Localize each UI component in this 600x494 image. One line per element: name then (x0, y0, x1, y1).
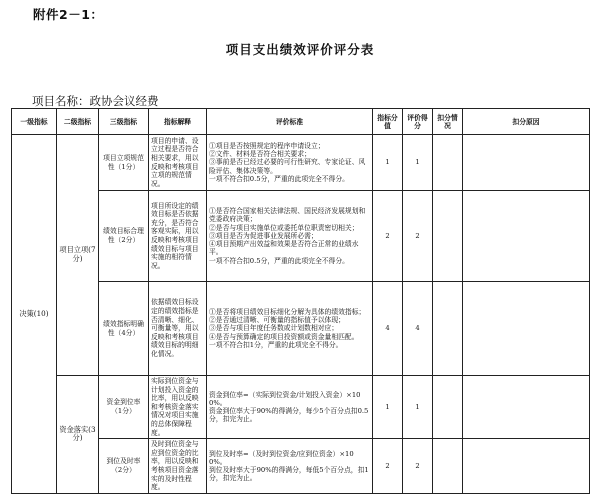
explanation-cell: 项目所设定的绩效目标是否依据充分，是否符合客观实际，用以反映和考核项目绩效目标与项目实施的相符情况。 (149, 191, 207, 282)
table-row (12, 439, 590, 494)
explanation-cell: 项目的申请、设立过程是否符合相关要求，用以反映和考核项目立项的规范情况。 (149, 135, 207, 191)
level3-cell: 到位及时率（2分） (99, 439, 149, 494)
deduction-cell (433, 282, 463, 376)
header-level2: 二级指标 (57, 109, 99, 135)
criteria-cell: 资金到位率=（实际到位资金/计划投入资金）×100%。 资金到位率大于90%的得满分，每少5个百分点扣0.5分，扣完为止。 (207, 376, 373, 439)
deduction-cell (433, 376, 463, 439)
level2-cell: 资金落实(3分) (57, 376, 99, 494)
score-max-cell: 1 (373, 376, 403, 439)
score-max-cell: 2 (373, 191, 403, 282)
header-level3: 三级指标 (99, 109, 149, 135)
reason-cell (463, 135, 590, 191)
reason-cell (463, 376, 590, 439)
document-title: 项目支出绩效评价评分表 (225, 42, 375, 57)
explanation-cell: 及时到位资金与应到位资金的比率，用以反映和考核项目资金落实的及时性程度。 (149, 439, 207, 494)
criteria-cell: ①是否符合国家相关法律法规、国民经济发展规划和党委政府决策； ②是否与项目实施单位或委托单位职责密切相关； ③项目是否为促进事业发展所必需； ④项目预期产出效益和效果是否符合正常的业绩水平。 一项不符合扣0.5分，严重的此项完全不得分。 (207, 191, 373, 282)
project-name-value: 政协会议经费 (89, 94, 159, 108)
criteria-cell: ①是否将项目绩效目标细化分解为具体的绩效指标； ②是否通过清晰、可衡量的指标值予以体现； ③是否与项目年度任务数或计划数相对应； ④是否与预算确定的项目投资额或资金量相匹配。 一项不符合扣1分，严重的此项完全不得分。 (207, 282, 373, 376)
annex-label: 附件2－1： (33, 7, 104, 22)
header-level1: 一级指标 (12, 109, 57, 135)
reason-cell (463, 282, 590, 376)
explanation-cell: 依据绩效目标设定的绩效指标是否清晰、细化、可衡量等，用以反映和考核项目绩效目标的明细化情况。 (149, 282, 207, 376)
score-cell: 1 (403, 376, 433, 439)
deduction-cell (433, 135, 463, 191)
table-row (12, 282, 590, 376)
table-row (12, 376, 590, 439)
criteria-cell: 到位及时率=（及时到位资金/应到位资金）×100%。 到位及时率大于90%的得满分，每低5个百分点，扣1分，扣完为止。 (207, 439, 373, 494)
header-reason: 扣分原因 (463, 109, 590, 135)
project-name-label: 项目名称： (32, 94, 90, 108)
level3-cell: 项目立项规范性（1分） (99, 135, 149, 191)
header-score: 评价得分 (403, 109, 433, 135)
deduction-cell (433, 191, 463, 282)
header-row (12, 109, 590, 135)
header-criteria: 评价标准 (207, 109, 373, 135)
header-deduction: 扣分情况 (433, 109, 463, 135)
score-cell: 2 (403, 439, 433, 494)
criteria-cell: ①项目是否按照规定的程序申请设立； ②文件、材料是否符合相关要求； ③事前是否已经过必要的可行性研究、专家论证、风险评估、集体决策等。 一项不符合扣0.5分，严重的此项完全不得分。 (207, 135, 373, 191)
level1-cell: 决策(10) (12, 135, 57, 494)
level3-cell: 绩效目标合理性（2分） (99, 191, 149, 282)
score-max-cell: 2 (373, 439, 403, 494)
reason-cell (463, 191, 590, 282)
evaluation-table (11, 108, 590, 494)
score-max-cell: 4 (373, 282, 403, 376)
table-row (12, 135, 590, 191)
score-cell: 1 (403, 135, 433, 191)
score-cell: 4 (403, 282, 433, 376)
explanation-cell: 实际到位资金与计划投入资金的比率，用以反映和考核资金落实情况对项目实施的总体保障程度。 (149, 376, 207, 439)
score-max-cell: 1 (373, 135, 403, 191)
score-cell: 2 (403, 191, 433, 282)
header-score-max: 指标分值 (373, 109, 403, 135)
level3-cell: 资金到位率（1分） (99, 376, 149, 439)
level2-cell: 项目立项(7分) (57, 135, 99, 376)
deduction-cell (433, 439, 463, 494)
level3-cell: 绩效指标明确性（4分） (99, 282, 149, 376)
table-row (12, 191, 590, 282)
header-explanation: 指标解释 (149, 109, 207, 135)
reason-cell (463, 439, 590, 494)
project-name-line (32, 93, 159, 109)
